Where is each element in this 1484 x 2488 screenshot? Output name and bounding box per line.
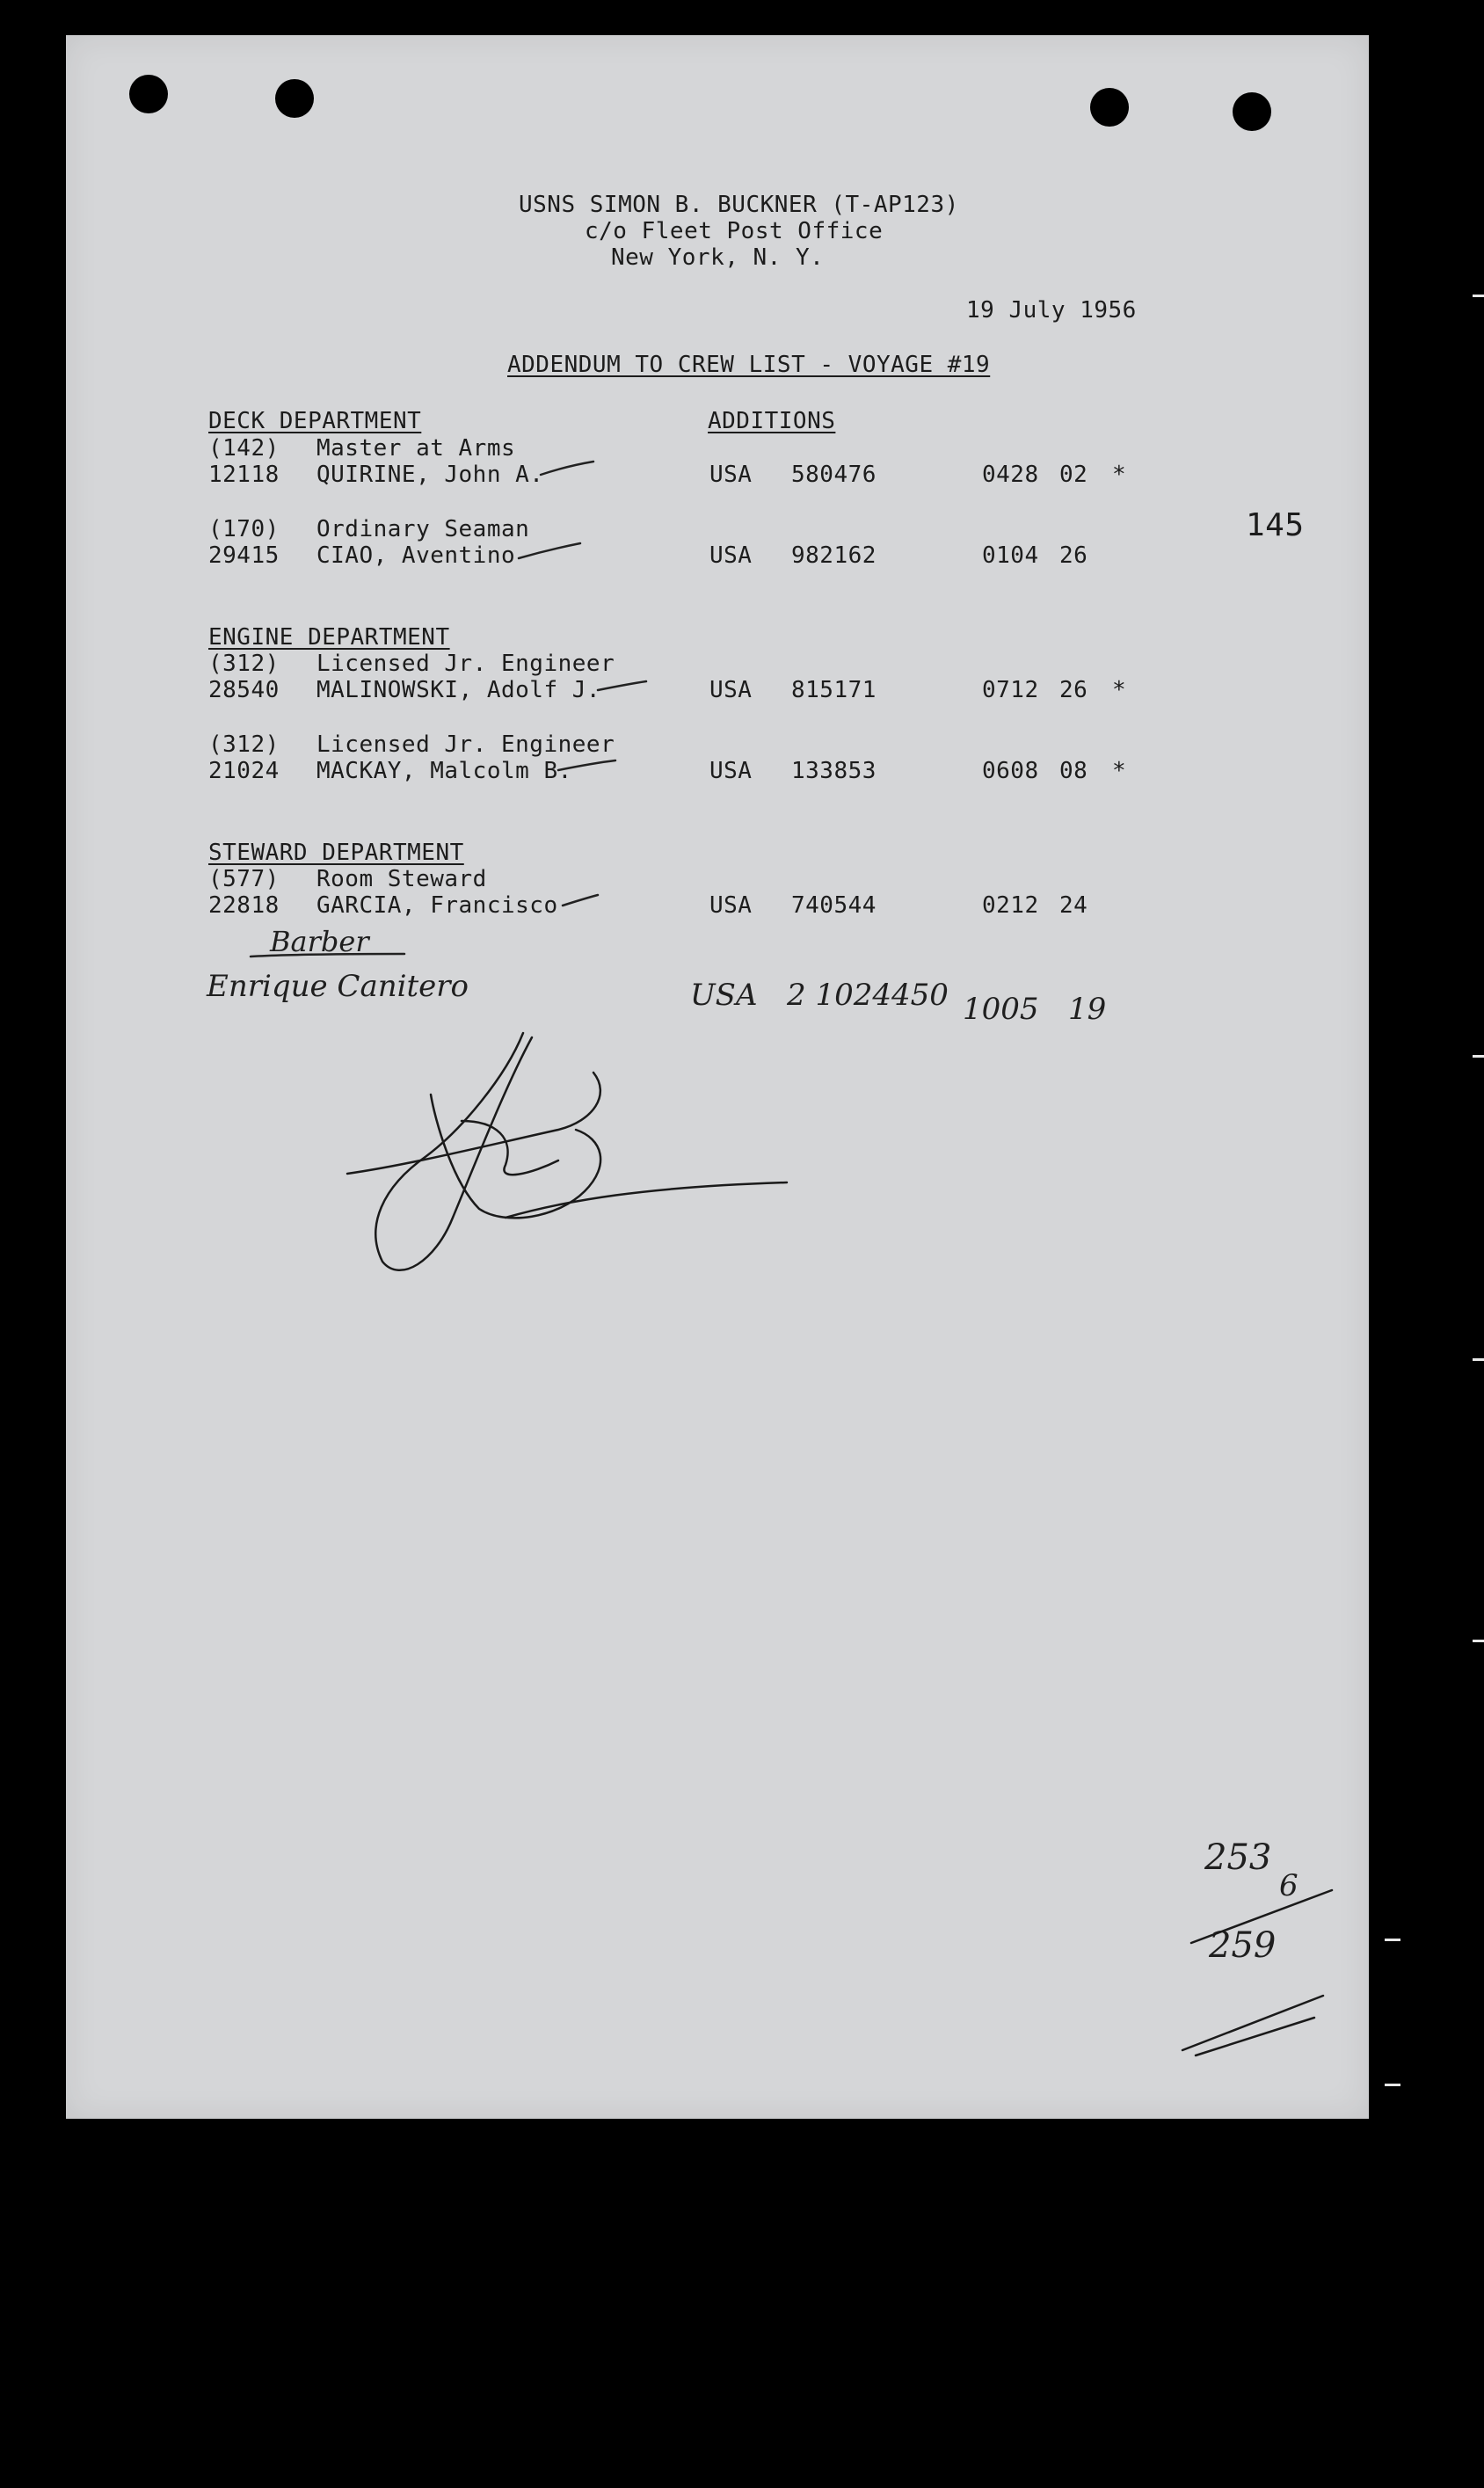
edge-mark — [1473, 295, 1484, 297]
entry-id: 21024 — [208, 758, 280, 784]
handwritten-name: Enrique Canitero — [207, 969, 469, 1004]
entry-code: (312) — [208, 651, 280, 677]
entry-nationality: USA — [709, 462, 753, 488]
entry-value: 26 — [1059, 677, 1088, 703]
handwritten-tally-3: 259 — [1209, 1925, 1277, 1966]
edge-mark — [1473, 1055, 1484, 1058]
entry-nationality: USA — [709, 758, 753, 784]
department-heading: STEWARD DEPARTMENT — [208, 840, 464, 866]
ship-name: USNS SIMON B. BUCKNER (T-AP123) — [519, 192, 959, 218]
document-page — [66, 35, 1369, 2119]
entry-date: 0104 — [982, 542, 1039, 569]
document-title: ADDENDUM TO CREW LIST - VOYAGE #19 — [507, 352, 991, 378]
handwritten-tally-1: 253 — [1204, 1837, 1272, 1878]
handwritten-rating: Barber — [270, 925, 369, 958]
entry-mark: * — [1112, 677, 1127, 703]
entry-value: 26 — [1059, 542, 1088, 569]
edge-mark — [1473, 1358, 1484, 1361]
entry-date: 0428 — [982, 462, 1039, 488]
entry-rating: Room Steward — [316, 866, 487, 892]
entry-rating: Ordinary Seaman — [316, 516, 530, 542]
page-number: 145 — [1246, 507, 1305, 543]
entry-id: 29415 — [208, 542, 280, 569]
handwritten-number: 2 1024450 — [787, 978, 949, 1013]
edge-mark — [1473, 1640, 1484, 1642]
entry-value: 02 — [1059, 462, 1088, 488]
column-heading-additions: ADDITIONS — [708, 408, 836, 434]
entry-value: 24 — [1059, 892, 1088, 919]
entry-id: 22818 — [208, 892, 280, 919]
entry-name: MACKAY, Malcolm B. — [316, 758, 572, 784]
handwritten-tally-2: 6 — [1279, 1868, 1298, 1903]
address-line-1: c/o Fleet Post Office — [585, 218, 884, 244]
entry-rating: Licensed Jr. Engineer — [316, 651, 615, 677]
address-line-2: New York, N. Y. — [611, 244, 825, 271]
entry-code: (577) — [208, 866, 280, 892]
entry-mark: * — [1112, 462, 1127, 488]
entry-mark: * — [1112, 758, 1127, 784]
entry-code: (142) — [208, 435, 280, 462]
entry-name: GARCIA, Francisco — [316, 892, 558, 919]
entry-nationality: USA — [709, 677, 753, 703]
tally-lines — [1174, 1864, 1349, 2066]
signature — [330, 998, 804, 1288]
entry-name: CIAO, Aventino — [316, 542, 516, 569]
entry-value: 08 — [1059, 758, 1088, 784]
entry-id: 28540 — [208, 677, 280, 703]
department-heading: ENGINE DEPARTMENT — [208, 624, 450, 651]
edge-mark — [1385, 1939, 1400, 1941]
entry-code: (170) — [208, 516, 280, 542]
handwritten-value: 19 — [1068, 992, 1107, 1027]
entry-number: 580476 — [791, 462, 877, 488]
entry-rating: Master at Arms — [316, 435, 516, 462]
entry-number: 815171 — [791, 677, 877, 703]
entry-date: 0212 — [982, 892, 1039, 919]
document-date: 19 July 1956 — [966, 297, 1137, 324]
entry-date: 0712 — [982, 677, 1039, 703]
edge-mark — [1385, 2084, 1400, 2086]
entry-code: (312) — [208, 731, 280, 758]
handwritten-date: 1005 — [963, 992, 1039, 1027]
entry-nationality: USA — [709, 542, 753, 569]
department-heading: DECK DEPARTMENT — [208, 408, 422, 434]
entry-name: MALINOWSKI, Adolf J. — [316, 677, 601, 703]
entry-name: QUIRINE, John A. — [316, 462, 544, 488]
entry-rating: Licensed Jr. Engineer — [316, 731, 615, 758]
entry-number: 740544 — [791, 892, 877, 919]
entry-number: 982162 — [791, 542, 877, 569]
entry-number: 133853 — [791, 758, 877, 784]
entry-nationality: USA — [709, 892, 753, 919]
handwritten-nationality: USA — [690, 978, 758, 1013]
entry-date: 0608 — [982, 758, 1039, 784]
entry-id: 12118 — [208, 462, 280, 488]
